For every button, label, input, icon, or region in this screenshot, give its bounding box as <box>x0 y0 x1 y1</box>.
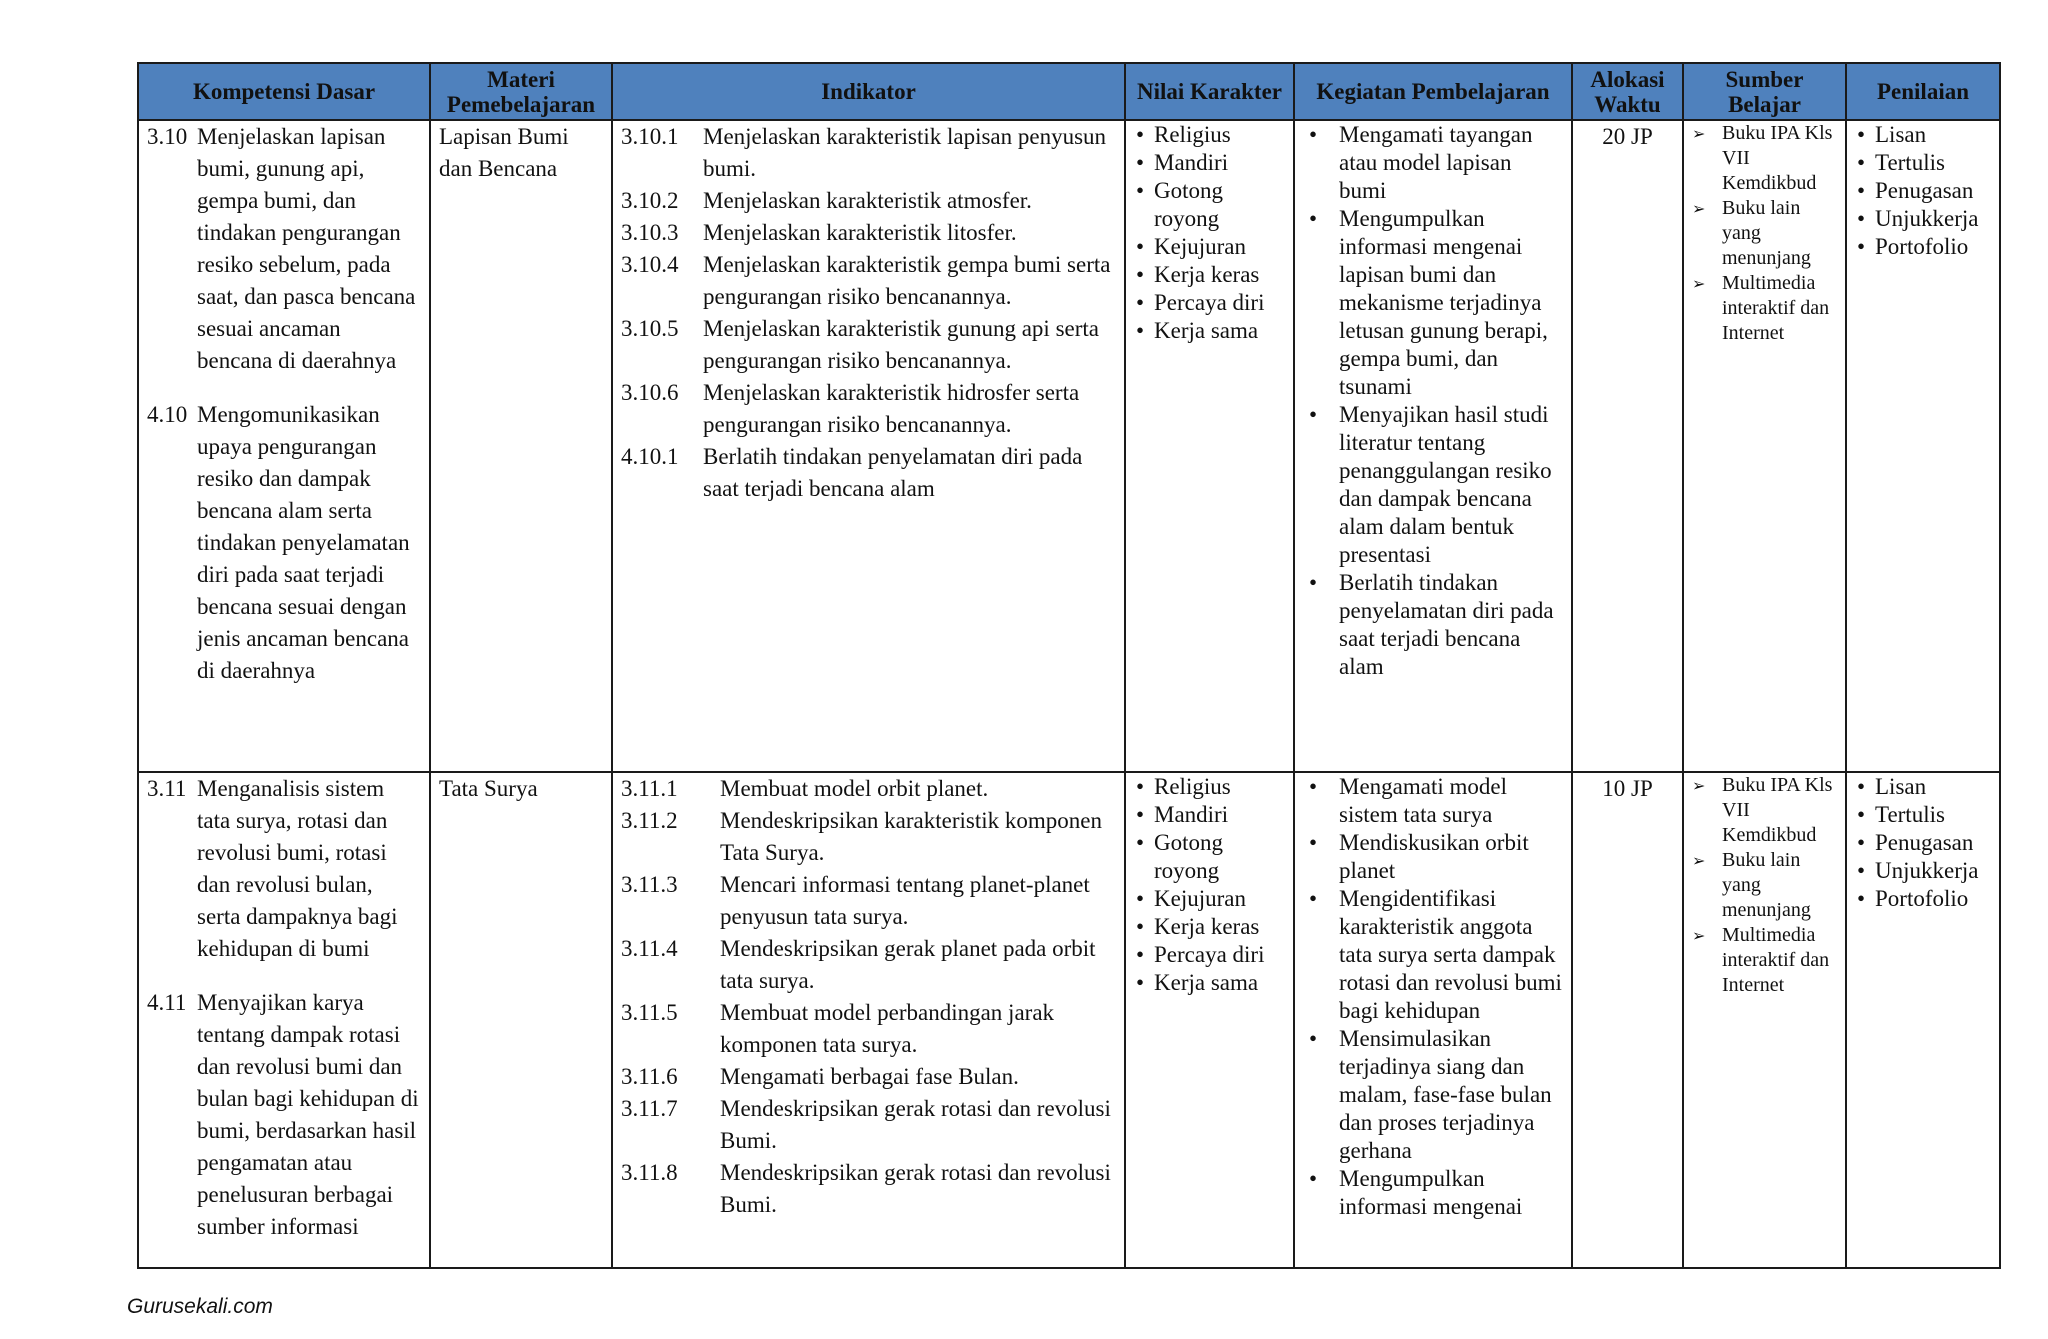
list-item: ➢ Multimedia interaktif dan Internet <box>1722 923 1837 998</box>
penilaian-list <box>1855 773 1991 913</box>
sumber-cell <box>1683 772 1846 1268</box>
header-row <box>138 63 2000 120</box>
list-item: • Kerja sama <box>1154 317 1285 345</box>
list-item: ➢ Buku lain yang menunjang <box>1722 196 1837 271</box>
indikator-item <box>621 217 1116 249</box>
header-penilaian: Penilaian <box>1846 63 2000 120</box>
indikator-number: 3.11.1 <box>621 776 678 801</box>
list-item: • Lisan <box>1875 773 1991 801</box>
list-item: • Mengumpulkan informasi mengenai <box>1339 1165 1563 1221</box>
indikator-text: Menjelaskan karakteristik litosfer. <box>703 220 1017 245</box>
list-item: • Lisan <box>1875 121 1991 149</box>
list-item: • Kejujuran <box>1154 885 1285 913</box>
alokasi-cell: 10 JP <box>1572 772 1683 1268</box>
indikator-number: 3.10.1 <box>621 124 679 149</box>
nilai-list <box>1134 773 1285 997</box>
list-item: • Kerja keras <box>1154 261 1285 289</box>
sumber-list <box>1692 773 1837 998</box>
table-row <box>138 120 2000 772</box>
indikator-number: 3.10.4 <box>621 252 679 277</box>
indikator-item <box>621 185 1116 217</box>
syllabus-table <box>137 62 2001 1269</box>
kd-item <box>147 987 421 1243</box>
kegiatan-list <box>1303 121 1563 681</box>
kd-text: Menganalisis sistem tata surya, rotasi dan revolusi bumi, rotasi dan revolusi bulan, serta dampaknya bagi kehidupan di bumi <box>197 776 398 961</box>
indikator-item <box>621 1093 1116 1157</box>
nilai-karakter-cell <box>1125 120 1294 772</box>
table-row <box>138 772 2000 1268</box>
indikator-number: 3.11.8 <box>621 1160 678 1185</box>
indikator-number: 3.11.7 <box>621 1096 678 1121</box>
sumber-cell <box>1683 120 1846 772</box>
list-item: ➢ Multimedia interaktif dan Internet <box>1722 271 1837 346</box>
kd-item <box>147 773 421 965</box>
list-item: • Gotong royong <box>1154 177 1285 233</box>
indikator-item <box>621 1157 1116 1221</box>
indikator-text: Menjelaskan karakteristik lapisan penyusun bumi. <box>703 124 1107 181</box>
header-indikator: Indikator <box>612 63 1125 120</box>
penilaian-list <box>1855 121 1991 261</box>
list-item: • Portofolio <box>1875 233 1991 261</box>
indikator-cell <box>612 120 1125 772</box>
kd-number: 4.10 <box>147 402 188 427</box>
indikator-item <box>621 869 1116 933</box>
header-kegiatan: Kegiatan Pembelajaran <box>1294 63 1572 120</box>
header-sumber: Sumber Belajar <box>1683 63 1846 120</box>
footer-watermark: Gurusekali.com <box>127 1295 273 1318</box>
list-item: • Menyajikan hasil studi literatur tentang penanggulangan resiko dan dampak bencana alam dalam bentuk presentasi <box>1339 401 1563 569</box>
penilaian-cell <box>1846 120 2000 772</box>
kd-text: Menjelaskan lapisan bumi, gunung api, gempa bumi, dan tindakan pengurangan resiko sebelum, pada saat, dan pasca bencana sesuai ancaman bencana di daerahnya <box>197 124 416 373</box>
kegiatan-cell <box>1294 772 1572 1268</box>
list-item: • Penugasan <box>1875 177 1991 205</box>
indikator-text: Menjelaskan karakteristik hidrosfer serta pengurangan risiko bencanannya. <box>703 380 1080 437</box>
list-item: • Tertulis <box>1875 149 1991 177</box>
kegiatan-list <box>1303 773 1563 1221</box>
kd-text: Menyajikan karya tentang dampak rotasi dan revolusi bumi dan bulan bagi kehidupan di bumi, berdasarkan hasil pengamatan atau penelusuran berbagai sumber informasi <box>197 990 419 1239</box>
list-item: • Religius <box>1154 121 1285 149</box>
list-item: • Unjukkerja <box>1875 857 1991 885</box>
indikator-text: Mendeskripsikan gerak rotasi dan revolusi Bumi. <box>720 1160 1111 1217</box>
list-item: • Tertulis <box>1875 801 1991 829</box>
header-nilai-karakter: Nilai Karakter <box>1125 63 1294 120</box>
penilaian-cell <box>1846 772 2000 1268</box>
indikator-number: 3.10.2 <box>621 188 679 213</box>
list-item: • Kerja keras <box>1154 913 1285 941</box>
list-item: • Penugasan <box>1875 829 1991 857</box>
header-materi: Materi Pemebelajaran <box>430 63 612 120</box>
list-item: • Religius <box>1154 773 1285 801</box>
indikator-number: 3.11.5 <box>621 1000 678 1025</box>
indikator-item <box>621 249 1116 313</box>
indikator-number: 3.11.4 <box>621 936 678 961</box>
materi-cell: Tata Surya <box>430 772 612 1268</box>
list-item: • Unjukkerja <box>1875 205 1991 233</box>
indikator-item <box>621 805 1116 869</box>
indikator-text: Membuat model orbit planet. <box>720 776 989 801</box>
alokasi-cell: 20 JP <box>1572 120 1683 772</box>
kd-text: Mengomunikasikan upaya pengurangan resiko dan dampak bencana alam serta tindakan penyelamatan diri pada saat terjadi bencana sesuai dengan jenis ancaman bencana di daerahnya <box>197 402 410 683</box>
kd-item <box>147 399 421 687</box>
list-item: • Berlatih tindakan penyelamatan diri pada saat terjadi bencana alam <box>1339 569 1563 681</box>
list-item: ➢ Buku IPA Kls VII Kemdikbud <box>1722 121 1837 196</box>
indikator-number: 4.10.1 <box>621 444 679 469</box>
indikator-number: 3.11.6 <box>621 1064 678 1089</box>
indikator-text: Mendeskripsikan karakteristik komponen Tata Surya. <box>720 808 1102 865</box>
list-item: • Percaya diri <box>1154 289 1285 317</box>
indikator-item <box>621 1061 1116 1093</box>
indikator-number: 3.11.3 <box>621 872 678 897</box>
list-item: • Mengidentifikasi karakteristik anggota tata surya serta dampak rotasi dan revolusi bumi bagi kehidupan <box>1339 885 1563 1025</box>
list-item: • Mengamati model sistem tata surya <box>1339 773 1563 829</box>
indikator-text: Menjelaskan karakteristik gunung api serta pengurangan risiko bencanannya. <box>703 316 1099 373</box>
list-item: • Gotong royong <box>1154 829 1285 885</box>
kd-number: 3.10 <box>147 124 188 149</box>
list-item: • Mengamati tayangan atau model lapisan bumi <box>1339 121 1563 205</box>
indikator-text: Mengamati berbagai fase Bulan. <box>720 1064 1019 1089</box>
indikator-number: 3.10.3 <box>621 220 679 245</box>
kegiatan-cell <box>1294 120 1572 772</box>
indikator-item <box>621 121 1116 185</box>
nilai-list <box>1134 121 1285 345</box>
indikator-text: Membuat model perbandingan jarak komponen tata surya. <box>720 1000 1055 1057</box>
indikator-text: Mendeskripsikan gerak rotasi dan revolusi Bumi. <box>720 1096 1111 1153</box>
header-alokasi: Alokasi Waktu <box>1572 63 1683 120</box>
indikator-item <box>621 441 1116 505</box>
header-kompetensi-dasar: Kompetensi Dasar <box>138 63 430 120</box>
list-item: ➢ Buku lain yang menunjang <box>1722 848 1837 923</box>
kompetensi-dasar-cell <box>138 120 430 772</box>
list-item: • Mengumpulkan informasi mengenai lapisan bumi dan mekanisme terjadinya letusan gunung berapi, gempa bumi, dan tsunami <box>1339 205 1563 401</box>
list-item: • Percaya diri <box>1154 941 1285 969</box>
indikator-number: 3.10.6 <box>621 380 679 405</box>
list-item: • Mendiskusikan orbit planet <box>1339 829 1563 885</box>
indikator-text: Mencari informasi tentang planet-planet penyusun tata surya. <box>720 872 1090 929</box>
list-item: • Kerja sama <box>1154 969 1285 997</box>
indikator-text: Menjelaskan karakteristik gempa bumi serta pengurangan risiko bencanannya. <box>703 252 1111 309</box>
list-item: • Portofolio <box>1875 885 1991 913</box>
indikator-item <box>621 377 1116 441</box>
indikator-number: 3.11.2 <box>621 808 678 833</box>
kompetensi-dasar-cell <box>138 772 430 1268</box>
nilai-karakter-cell <box>1125 772 1294 1268</box>
materi-cell: Lapisan Bumi dan Bencana <box>430 120 612 772</box>
indikator-item <box>621 997 1116 1061</box>
sumber-list <box>1692 121 1837 346</box>
indikator-text: Berlatih tindakan penyelamatan diri pada saat terjadi bencana alam <box>703 444 1083 501</box>
list-item: • Mensimulasikan terjadinya siang dan malam, fase-fase bulan dan proses terjadinya gerhana <box>1339 1025 1563 1165</box>
list-item: • Mandiri <box>1154 801 1285 829</box>
indikator-text: Menjelaskan karakteristik atmosfer. <box>703 188 1032 213</box>
kd-number: 3.11 <box>147 776 187 801</box>
list-item: ➢ Buku IPA Kls VII Kemdikbud <box>1722 773 1837 848</box>
list-item: • Mandiri <box>1154 149 1285 177</box>
indikator-cell <box>612 772 1125 1268</box>
kd-number: 4.11 <box>147 990 187 1015</box>
indikator-item <box>621 773 1116 805</box>
indikator-text: Mendeskripsikan gerak planet pada orbit tata surya. <box>720 936 1096 993</box>
indikator-item <box>621 313 1116 377</box>
indikator-number: 3.10.5 <box>621 316 679 341</box>
kd-item <box>147 121 421 377</box>
indikator-item <box>621 933 1116 997</box>
list-item: • Kejujuran <box>1154 233 1285 261</box>
